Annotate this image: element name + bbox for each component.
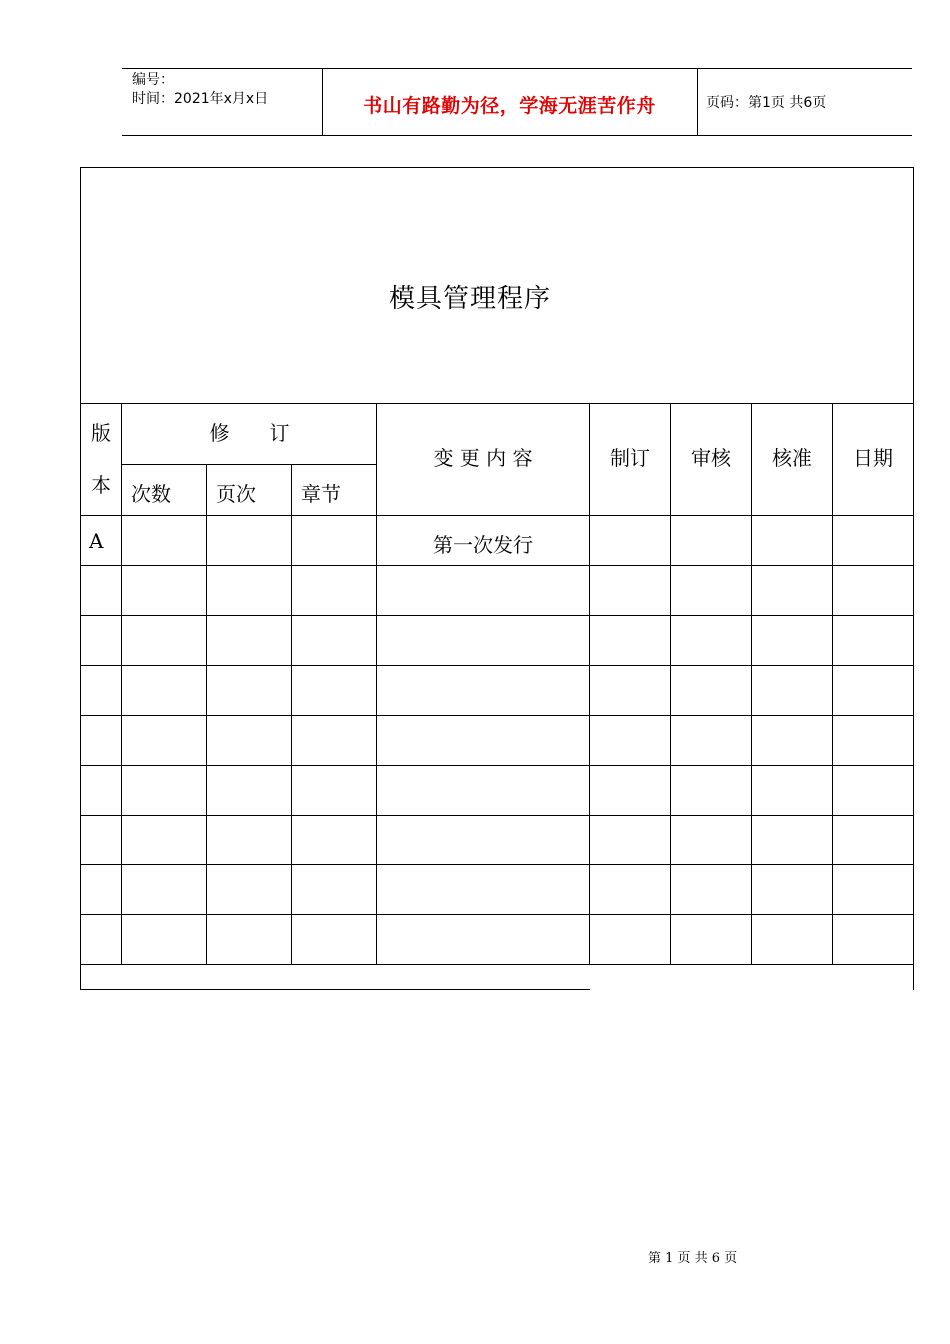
- revision-sub-divider: [122, 464, 377, 465]
- row-1-content: 第一次发行: [433, 533, 533, 557]
- date-header: 日期: [853, 446, 893, 470]
- revision-page-header: 页次: [216, 482, 256, 506]
- header-bottom-rule: [122, 135, 912, 136]
- table-top-border: [80, 167, 914, 168]
- header-top-rule: [122, 68, 912, 69]
- col-line-chapter: [376, 403, 377, 965]
- motto-text: 书山有路勤为径，学海无涯苦作舟: [363, 95, 656, 117]
- footer-page-number: 第 1 页 共 6 页: [648, 1251, 738, 1266]
- col-line-reviewed: [751, 403, 752, 965]
- col-line-content: [589, 403, 590, 965]
- document-title: 模具管理程序: [388, 284, 551, 314]
- page-info: 页码：第1页 共6页: [706, 95, 827, 111]
- version-header-top: 版: [91, 421, 111, 445]
- reviewed-by-header: 审核: [691, 446, 731, 470]
- col-line-count: [206, 464, 207, 965]
- col-line-approved: [832, 403, 833, 965]
- revision-header: 修 订: [209, 421, 290, 445]
- table-right-border: [913, 167, 914, 990]
- change-content-header: 变 更 内 容: [433, 446, 533, 470]
- revision-count-header: 次数: [131, 482, 171, 506]
- revision-chapter-header: 章节: [301, 482, 341, 506]
- row-1-version: A: [89, 529, 104, 553]
- header-row-top: [80, 403, 914, 404]
- header-divider-right: [697, 68, 698, 136]
- time-label: 时间：2021年x月x日: [132, 91, 269, 107]
- col-line-made: [670, 403, 671, 965]
- table-bottom-border: [80, 989, 590, 990]
- made-by-header: 制订: [610, 446, 650, 470]
- version-header-bottom: 本: [91, 473, 111, 497]
- col-line-page: [291, 464, 292, 965]
- number-label: 编号：: [132, 72, 174, 88]
- approved-by-header: 核准: [772, 446, 812, 470]
